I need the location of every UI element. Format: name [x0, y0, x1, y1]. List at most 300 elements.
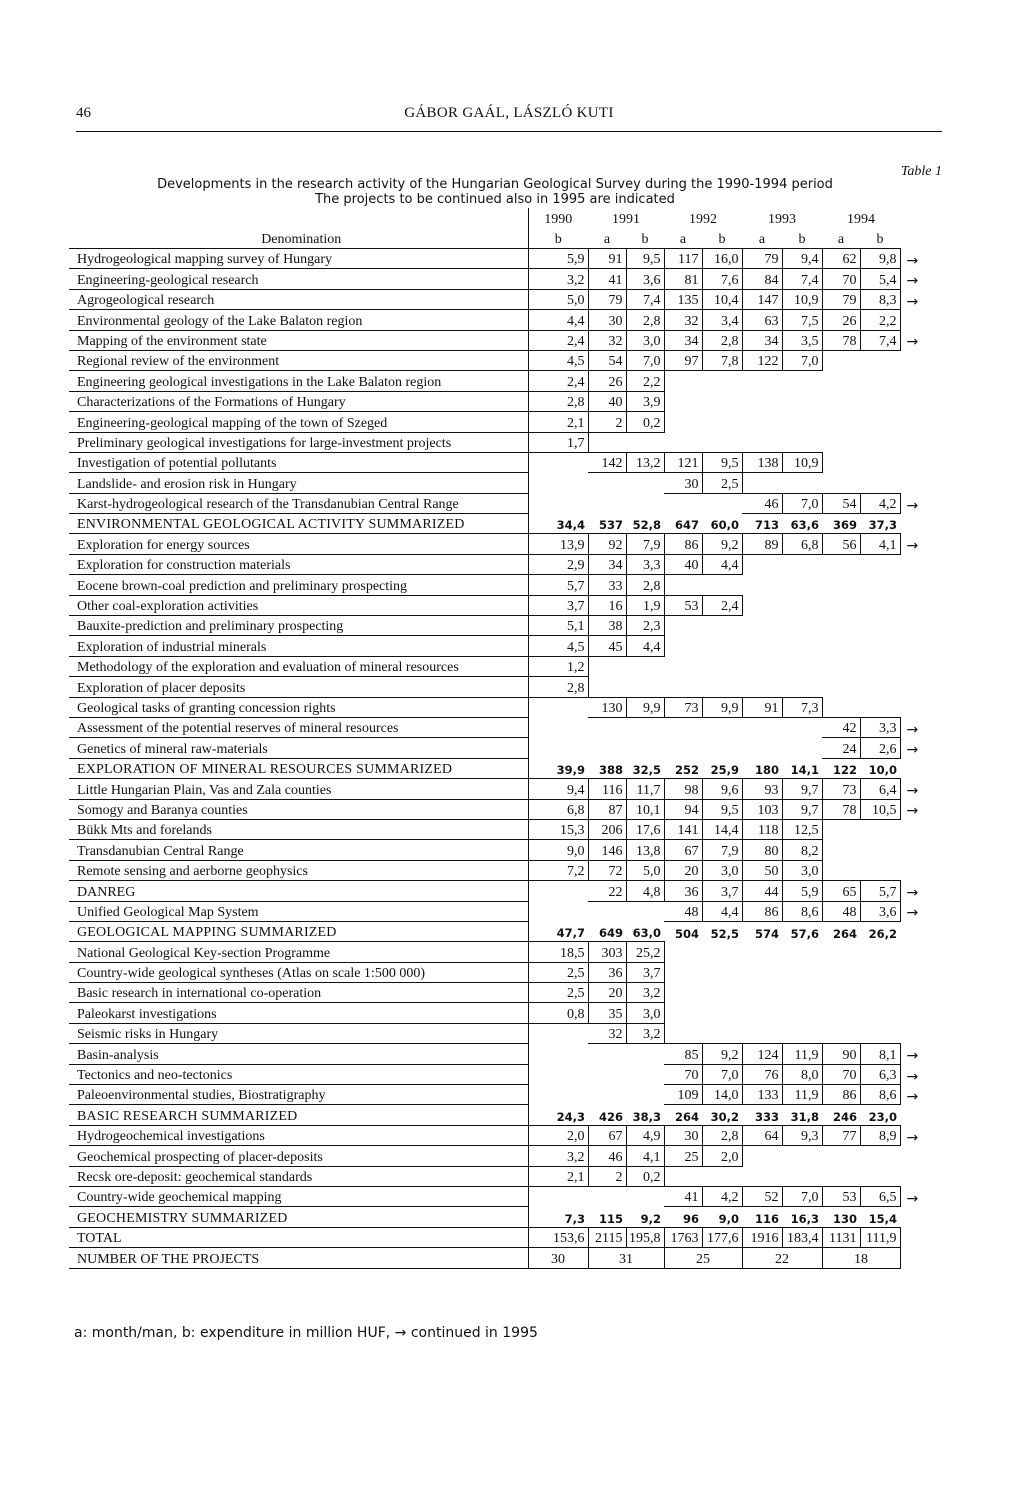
- continued-arrow-icon: [900, 310, 930, 330]
- value-cell: 8,6: [860, 1085, 900, 1105]
- value-cell: 5,4: [860, 269, 900, 289]
- value-cell: 1,9: [626, 595, 664, 615]
- value-cell: [860, 616, 900, 636]
- value-cell: 3,2: [528, 1146, 588, 1166]
- value-cell: 7,8: [702, 350, 742, 370]
- value-cell: 65: [822, 881, 860, 901]
- value-cell: 4,4: [626, 636, 664, 656]
- value-cell: 57,6: [790, 926, 819, 941]
- value-cell: [702, 1023, 742, 1043]
- value-cell: 8,2: [782, 840, 822, 860]
- value-cell: 92: [588, 534, 626, 554]
- value-cell: 7,9: [626, 534, 664, 554]
- value-cell: 122: [832, 763, 857, 778]
- value-cell: 2,4: [528, 371, 588, 391]
- value-cell: 50: [742, 860, 782, 880]
- table-row: [69, 350, 930, 370]
- value-cell: [742, 738, 782, 758]
- row-label: TOTAL: [69, 1227, 528, 1247]
- value-cell: [742, 412, 782, 432]
- value-cell: 9,6: [702, 779, 742, 799]
- row-label: Engineering geological investigations in the Lake Balaton region: [69, 371, 528, 391]
- row-label: Geological tasks of granting concession rights: [69, 697, 528, 717]
- value-cell: [742, 473, 782, 493]
- value-cell: [822, 1023, 860, 1043]
- table-row: [69, 595, 930, 615]
- value-cell: 195,8: [626, 1227, 664, 1247]
- value-cell: 9,3: [782, 1125, 822, 1145]
- continued-arrow-icon: →: [906, 1190, 919, 1207]
- value-cell: [702, 1166, 742, 1186]
- value-cell: 14,1: [790, 763, 819, 778]
- continued-arrow-icon: →: [906, 885, 919, 901]
- value-cell: 9,9: [702, 697, 742, 717]
- value-cell: 3,7: [626, 962, 664, 982]
- value-cell: [822, 656, 860, 676]
- value-cell: 86: [664, 534, 702, 554]
- value-cell: [702, 575, 742, 595]
- table-row: [69, 310, 930, 330]
- value-cell: [702, 942, 742, 962]
- value-cell: 3,0: [782, 860, 822, 880]
- table-row: [69, 432, 930, 452]
- value-cell: [588, 656, 626, 676]
- value-cell: [742, 942, 782, 962]
- value-cell: 252: [674, 763, 699, 778]
- value-cell: 24: [822, 738, 860, 758]
- value-cell: 70: [664, 1064, 702, 1084]
- value-cell: 206: [588, 819, 626, 839]
- value-cell: [702, 717, 742, 737]
- subheader-cell: a: [603, 232, 611, 247]
- value-cell: [664, 656, 702, 676]
- value-cell: 9,7: [782, 799, 822, 819]
- value-cell: [626, 432, 664, 452]
- value-cell: 5,0: [626, 860, 664, 880]
- value-cell: 2,4: [528, 330, 588, 350]
- table-row: [69, 330, 930, 350]
- value-cell: [860, 962, 900, 982]
- value-cell: 46: [742, 493, 782, 513]
- value-cell: 2,9: [528, 554, 588, 574]
- table-row: [69, 1227, 930, 1247]
- value-cell: 8,6: [782, 901, 822, 921]
- value-cell: [626, 1064, 664, 1084]
- value-cell: 91: [742, 697, 782, 717]
- value-cell: 3,7: [528, 595, 588, 615]
- value-cell: 2,4: [702, 595, 742, 615]
- table-row: [69, 391, 930, 411]
- row-label: Little Hungarian Plain, Vas and Zala counties: [69, 779, 528, 799]
- value-cell: 3,2: [626, 1023, 664, 1043]
- value-cell: [742, 983, 782, 1003]
- value-cell: 1,7: [528, 432, 588, 452]
- value-cell: [626, 677, 664, 697]
- research-activity-table: [69, 208, 930, 1269]
- row-label: Geochemical prospecting of placer-deposits: [69, 1146, 528, 1166]
- value-cell: 12,5: [782, 819, 822, 839]
- continued-arrow-icon: [900, 391, 930, 411]
- value-cell: 11,9: [782, 1044, 822, 1064]
- table-row: [69, 677, 930, 697]
- value-cell: 7,2: [528, 860, 588, 880]
- subheader-cell: b: [718, 232, 726, 247]
- value-cell: [822, 575, 860, 595]
- value-cell: 40: [588, 391, 626, 411]
- value-cell: 141: [664, 819, 702, 839]
- value-cell: 40: [664, 554, 702, 574]
- continued-arrow-icon: [900, 473, 930, 493]
- value-cell: 46: [588, 1146, 626, 1166]
- value-cell: 2,3: [626, 616, 664, 636]
- value-cell: 3,6: [860, 901, 900, 921]
- value-cell: [822, 636, 860, 656]
- value-cell: [822, 350, 860, 370]
- row-label: BASIC RESEARCH SUMMARIZED: [69, 1105, 528, 1125]
- value-cell: [664, 371, 702, 391]
- value-cell: [822, 697, 860, 717]
- value-cell: 7,0: [782, 493, 822, 513]
- value-cell: [742, 432, 782, 452]
- value-cell: 426: [598, 1109, 623, 1124]
- value-cell: 54: [822, 493, 860, 513]
- table-row: [69, 697, 930, 717]
- value-cell: 5,0: [528, 289, 588, 309]
- value-cell: 78: [822, 330, 860, 350]
- continued-arrow-icon: [900, 350, 930, 370]
- value-cell: 93: [742, 779, 782, 799]
- value-cell: [860, 350, 900, 370]
- value-cell: [702, 677, 742, 697]
- value-cell: 18,5: [528, 942, 588, 962]
- value-cell: 70: [822, 269, 860, 289]
- continued-arrow-icon: →: [906, 721, 919, 738]
- row-label: ENVIRONMENTAL GEOLOGICAL ACTIVITY SUMMARIZED: [69, 514, 528, 534]
- value-cell: [822, 1003, 860, 1023]
- value-cell: 44: [742, 881, 782, 901]
- value-cell: 17,6: [626, 819, 664, 839]
- table-row: [69, 1023, 930, 1043]
- table-row: [69, 636, 930, 656]
- value-cell: [860, 697, 900, 717]
- value-cell: [822, 860, 860, 880]
- row-label: EXPLORATION OF MINERAL RESOURCES SUMMARIZED: [69, 758, 528, 778]
- table-row: [69, 942, 930, 962]
- continued-arrow-icon: [900, 1023, 930, 1043]
- value-cell: 14,4: [702, 819, 742, 839]
- value-cell: 98: [664, 779, 702, 799]
- value-cell: [664, 942, 702, 962]
- continued-arrow-icon: [900, 452, 930, 472]
- value-cell: [822, 432, 860, 452]
- value-cell: 30: [664, 1125, 702, 1145]
- value-cell: 4,4: [528, 310, 588, 330]
- value-cell: 30: [588, 310, 626, 330]
- value-cell: 20: [664, 860, 702, 880]
- subheader-cell: a: [837, 232, 845, 247]
- value-cell: [742, 391, 782, 411]
- value-cell: 303: [588, 942, 626, 962]
- value-cell: 10,9: [782, 289, 822, 309]
- value-cell: [742, 717, 782, 737]
- value-cell: 124: [742, 1044, 782, 1064]
- value-cell: 9,5: [702, 799, 742, 819]
- value-cell: 16,0: [702, 249, 742, 269]
- value-cell: 2,8: [626, 575, 664, 595]
- row-label: Methodology of the exploration and evaluation of mineral resources: [69, 656, 528, 676]
- value-cell: 35: [588, 1003, 626, 1023]
- table-row: [69, 656, 930, 676]
- value-cell: [860, 391, 900, 411]
- value-cell: 16: [588, 595, 626, 615]
- value-cell: [626, 656, 664, 676]
- value-cell: 264: [674, 1109, 699, 1124]
- value-cell: 84: [742, 269, 782, 289]
- value-cell: 6,4: [860, 779, 900, 799]
- value-cell: [528, 901, 588, 921]
- value-cell: 3,2: [528, 269, 588, 289]
- value-cell: 41: [588, 269, 626, 289]
- value-cell: 32: [664, 310, 702, 330]
- value-cell: 9,0: [718, 1211, 739, 1226]
- continued-arrow-icon: [900, 514, 930, 534]
- continued-arrow-icon: [900, 819, 930, 839]
- value-cell: [742, 677, 782, 697]
- row-label: Remote sensing and aerborne geophysics: [69, 860, 528, 880]
- row-label: Engineering-geological research: [69, 269, 528, 289]
- continued-arrow-icon: →: [906, 252, 919, 269]
- page-header: [76, 105, 942, 127]
- value-cell: [664, 1003, 702, 1023]
- value-cell: [702, 616, 742, 636]
- value-cell: [664, 962, 702, 982]
- table-row: [69, 1146, 930, 1166]
- value-cell: 8,9: [860, 1125, 900, 1145]
- value-cell: [742, 1166, 782, 1186]
- value-cell: 130: [832, 1211, 857, 1226]
- value-cell: [782, 412, 822, 432]
- value-cell: 0,2: [626, 1166, 664, 1186]
- value-cell: [822, 452, 860, 472]
- table-row: [69, 554, 930, 574]
- value-cell: [626, 473, 664, 493]
- value-cell: 26: [588, 371, 626, 391]
- value-cell: 3,6: [626, 269, 664, 289]
- continued-arrow-icon: →: [906, 742, 919, 759]
- value-cell: [702, 391, 742, 411]
- value-cell: 7,0: [626, 350, 664, 370]
- value-cell: 15,4: [868, 1211, 897, 1226]
- project-count-cell: 22: [742, 1248, 822, 1268]
- denomination-header: Denomination: [69, 208, 528, 249]
- value-cell: 8,0: [782, 1064, 822, 1084]
- project-count-cell: 30: [528, 1248, 588, 1268]
- value-cell: 37,3: [868, 518, 897, 533]
- value-cell: 36: [588, 962, 626, 982]
- value-cell: [742, 962, 782, 982]
- value-cell: 6,3: [860, 1064, 900, 1084]
- table-row: [69, 575, 930, 595]
- continued-arrow-icon: [900, 412, 930, 432]
- value-cell: 52,5: [710, 926, 739, 941]
- value-cell: 97: [664, 350, 702, 370]
- value-cell: 86: [822, 1085, 860, 1105]
- value-cell: 41: [664, 1186, 702, 1206]
- value-cell: [742, 1023, 782, 1043]
- row-label: Regional review of the environment: [69, 350, 528, 370]
- value-cell: [822, 962, 860, 982]
- table-row: [69, 901, 930, 921]
- value-cell: [664, 983, 702, 1003]
- value-cell: [860, 1003, 900, 1023]
- summary-row: [69, 1105, 930, 1125]
- value-cell: 0,8: [528, 1003, 588, 1023]
- row-label: Characterizations of the Formations of Hungary: [69, 391, 528, 411]
- year-header-row: [69, 208, 930, 228]
- value-cell: 63,0: [632, 926, 661, 941]
- row-label: Hydrogeological mapping survey of Hungary: [69, 249, 528, 269]
- value-cell: [860, 412, 900, 432]
- value-cell: 649: [598, 926, 623, 941]
- value-cell: 48: [822, 901, 860, 921]
- value-cell: 24,3: [556, 1109, 585, 1124]
- value-cell: [822, 840, 860, 860]
- row-label: Basic research in international co-operation: [69, 983, 528, 1003]
- value-cell: 3,0: [626, 1003, 664, 1023]
- value-cell: 5,9: [782, 881, 822, 901]
- value-cell: [782, 391, 822, 411]
- value-cell: [742, 636, 782, 656]
- value-cell: [860, 1146, 900, 1166]
- value-cell: 2: [588, 1166, 626, 1186]
- value-cell: [822, 819, 860, 839]
- value-cell: 47,7: [556, 926, 585, 941]
- value-cell: [588, 1186, 626, 1206]
- value-cell: 10,9: [782, 452, 822, 472]
- table-row: [69, 371, 930, 391]
- row-label: Country-wide geochemical mapping: [69, 1186, 528, 1206]
- value-cell: 72: [588, 860, 626, 880]
- value-cell: 5,7: [528, 575, 588, 595]
- value-cell: 1131: [822, 1227, 860, 1247]
- continued-arrow-icon: →: [906, 1068, 919, 1085]
- project-count-cell: 31: [588, 1248, 664, 1268]
- value-cell: 7,0: [702, 1064, 742, 1084]
- value-cell: [860, 636, 900, 656]
- value-cell: 9,4: [528, 779, 588, 799]
- value-cell: 121: [664, 452, 702, 472]
- value-cell: 52,8: [632, 518, 661, 533]
- value-cell: 713: [754, 518, 779, 533]
- value-cell: [822, 1146, 860, 1166]
- value-cell: 3,3: [860, 717, 900, 737]
- row-label: National Geological Key-section Programme: [69, 942, 528, 962]
- row-label: Recsk ore-deposit: geochemical standards: [69, 1166, 528, 1186]
- value-cell: 39,9: [556, 763, 585, 778]
- value-cell: 9,0: [528, 840, 588, 860]
- value-cell: 9,5: [626, 249, 664, 269]
- value-cell: 79: [742, 249, 782, 269]
- table-row: [69, 1125, 930, 1145]
- row-label: Mapping of the environment state: [69, 330, 528, 350]
- value-cell: 2,8: [528, 391, 588, 411]
- subheader-cell: b: [641, 232, 649, 247]
- value-cell: 9,4: [782, 249, 822, 269]
- continued-arrow-icon: [900, 942, 930, 962]
- table-row: [69, 493, 930, 513]
- value-cell: 10,1: [626, 799, 664, 819]
- continued-arrow-icon: →: [906, 803, 919, 820]
- value-cell: [588, 717, 626, 737]
- row-label: GEOCHEMISTRY SUMMARIZED: [69, 1207, 528, 1227]
- continued-arrow-icon: →: [906, 1048, 919, 1065]
- value-cell: [822, 371, 860, 391]
- table-caption: Developments in the research activity of the Hungarian Geological Survey during the 1990-1994 period: [157, 177, 833, 192]
- value-cell: 2,5: [528, 962, 588, 982]
- value-cell: 2,1: [528, 1166, 588, 1186]
- value-cell: 2,2: [860, 310, 900, 330]
- value-cell: [782, 595, 822, 615]
- value-cell: 142: [588, 452, 626, 472]
- table-row: [69, 962, 930, 982]
- continued-arrow-icon: [900, 595, 930, 615]
- value-cell: [664, 1166, 702, 1186]
- value-cell: [664, 575, 702, 595]
- value-cell: 1916: [742, 1227, 782, 1247]
- value-cell: [860, 1166, 900, 1186]
- value-cell: 2,5: [702, 473, 742, 493]
- row-label: Transdanubian Central Range: [69, 840, 528, 860]
- row-label: Karst-hydrogeological research of the Transdanubian Central Range: [69, 493, 528, 513]
- value-cell: 6,5: [860, 1186, 900, 1206]
- continued-arrow-icon: →: [906, 1129, 919, 1146]
- table-row: [69, 1166, 930, 1186]
- value-cell: 2,0: [702, 1146, 742, 1166]
- table-row: [69, 1064, 930, 1084]
- value-cell: 333: [754, 1109, 779, 1124]
- value-cell: 4,2: [860, 493, 900, 513]
- value-cell: [588, 677, 626, 697]
- value-cell: 4,1: [860, 534, 900, 554]
- value-cell: [860, 575, 900, 595]
- value-cell: [702, 656, 742, 676]
- value-cell: 25,2: [626, 942, 664, 962]
- continued-arrow-icon: [900, 758, 930, 778]
- value-cell: [528, 1023, 588, 1043]
- row-label: Exploration for energy sources: [69, 534, 528, 554]
- table-row: [69, 1085, 930, 1105]
- row-label: GEOLOGICAL MAPPING SUMMARIZED: [69, 921, 528, 941]
- value-cell: [742, 371, 782, 391]
- continued-arrow-icon: [900, 983, 930, 1003]
- value-cell: 26: [822, 310, 860, 330]
- value-cell: [860, 840, 900, 860]
- table-row: [69, 717, 930, 737]
- value-cell: [782, 717, 822, 737]
- value-cell: [782, 677, 822, 697]
- value-cell: 90: [822, 1044, 860, 1064]
- value-cell: [664, 493, 702, 513]
- value-cell: [860, 860, 900, 880]
- value-cell: [742, 595, 782, 615]
- value-cell: 153,6: [528, 1227, 588, 1247]
- value-cell: 9,9: [626, 697, 664, 717]
- continued-arrow-icon: [900, 1105, 930, 1125]
- value-cell: [782, 983, 822, 1003]
- project-count-cell: 25: [664, 1248, 742, 1268]
- value-cell: [664, 391, 702, 411]
- value-cell: 4,4: [702, 901, 742, 921]
